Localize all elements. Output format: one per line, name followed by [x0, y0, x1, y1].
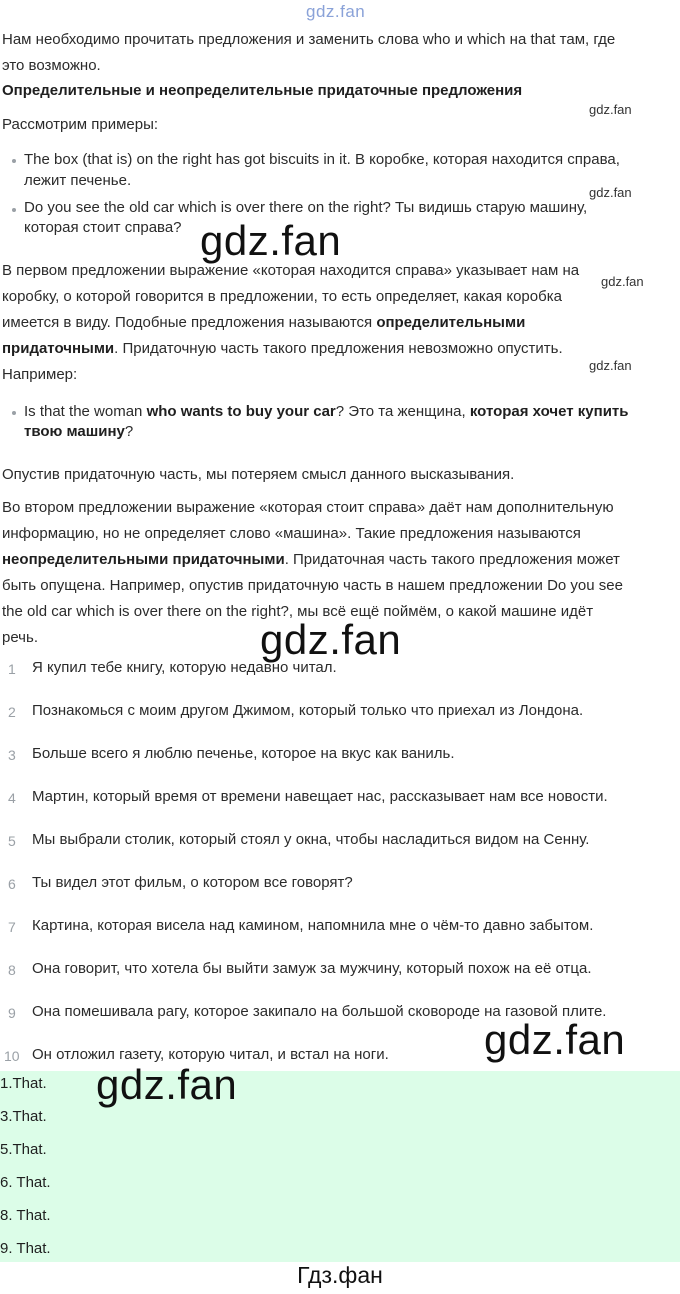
sentence-number: 8 [8, 962, 16, 978]
para1-line-1: В первом предложении выражение «которая находится справа» указывает нам на [2, 262, 580, 279]
example-3-bold-e: твою машину [24, 423, 125, 440]
sentence-number: 2 [8, 704, 16, 720]
para1-line-2: коробку, о которой говорится в предложении, то есть определяет, какая коробка [2, 288, 562, 305]
example-2-line-2: которая стоит справа? [24, 219, 182, 236]
example-3-bold-d: которая хочет купить [469, 403, 629, 420]
para1-bold-term: определительными [376, 314, 526, 331]
para3-line-1: Во втором предложении выражение «которая стоит справа» даёт нам дополнительную [2, 499, 614, 516]
list-item: Я купил тебе книгу, которую недавно читал. [32, 659, 337, 676]
watermark-small: gdz.fan [601, 274, 644, 289]
list-item: Он отложил газету, которую читал, и встал на ноги. [32, 1046, 389, 1063]
para3-line-4: быть опущена. Например, опустив придаточную часть в нашем предложении Do you see [2, 577, 623, 594]
watermark-small: gdz.fan [589, 358, 632, 373]
watermark-big: gdz.fan [200, 217, 342, 264]
sentence-number: 6 [8, 876, 16, 892]
watermark-top: gdz.fan [306, 2, 366, 21]
example-2-line-1: Do you see the old car which is over there on the right? Ты видишь старую машину, [24, 199, 588, 216]
example-3-text-c: ? Это та женщина, [335, 403, 470, 420]
bullet-icon [12, 159, 16, 163]
para2: Опустив придаточную часть, мы потеряем смысл данного высказывания. [2, 466, 515, 483]
example-1-line-1: The box (that is) on the right has got biscuits in it. В коробке, которая находится справа, [24, 151, 620, 168]
bullet-icon [12, 208, 16, 212]
intro-line-1: Нам необходимо прочитать предложения и заменить слова who и which на that там, где [2, 31, 616, 48]
watermark-small: gdz.fan [589, 185, 632, 200]
sentence-number: 10 [4, 1048, 20, 1064]
examples-intro: Рассмотрим примеры: [2, 116, 159, 133]
section-heading-text: Определительные и неопределительные придаточные предложения [2, 82, 523, 99]
list-item: Больше всего я люблю печенье, которое на вкус как ваниль. [32, 745, 455, 762]
para3-line-3-text: . Придаточная часть такого предложения может [284, 551, 620, 568]
para3-bold-term: неопределительными придаточными [2, 551, 285, 568]
example-3-line-1 [24, 402, 629, 422]
para3-line-5: the old car which is over there on the right?, мы всё ещё поймём, о какой машине идёт [2, 603, 594, 620]
list-item: Познакомься с моим другом Джимом, который только что приехал из Лондона. [32, 702, 584, 719]
intro-line-2: это возможно. [2, 57, 101, 74]
para1-bold-term-2: придаточными [2, 340, 115, 357]
example-1-line-2: лежит печенье. [24, 172, 132, 189]
answer-item: 9. That. [0, 1240, 51, 1257]
answer-item: 8. That. [0, 1207, 51, 1224]
sentence-number: 4 [8, 790, 16, 806]
sentence-number: 7 [8, 919, 16, 935]
list-item: Мартин, который время от времени навещает нас, рассказывает нам все новости. [32, 788, 608, 805]
para1-line-5: Например: [2, 366, 78, 383]
watermark-small: gdz.fan [589, 102, 632, 117]
para3-line-6: речь. [2, 629, 38, 646]
example-3-line-2 [24, 422, 133, 442]
para1-line-3-text: имеется в виду. Подобные предложения называются [2, 314, 377, 331]
list-item: Картина, которая висела над камином, напомнила мне о чём-то давно забытом. [32, 917, 594, 934]
para1-line-3 [2, 313, 525, 333]
example-3-bold-b: who wants to buy your car [146, 403, 336, 420]
watermark-big: gdz.fan [484, 1016, 626, 1063]
watermark-big: gdz.fan [96, 1061, 238, 1108]
sentence-number: 9 [8, 1005, 16, 1021]
example-3-text-a: Is that the woman [24, 403, 147, 420]
answer-item: 3.That. [0, 1108, 47, 1125]
list-item: Ты видел этот фильм, о котором все говорят? [32, 874, 353, 891]
list-item: Она помешивала рагу, которое закипало на большой сковороде на газовой плите. [32, 1003, 607, 1020]
para3-line-3 [2, 550, 620, 570]
bullet-icon [12, 411, 16, 415]
answer-item: 6. That. [0, 1174, 51, 1191]
list-item: Мы выбрали столик, который стоял у окна, чтобы насладиться видом на Сенну. [32, 831, 590, 848]
watermark-big: gdz.fan [260, 616, 402, 663]
para3-line-2: информацию, но не определяет слово «машина». Такие предложения называются [2, 525, 581, 542]
example-3-text-f: ? [124, 423, 134, 440]
para1-line-4-text: . Придаточную часть такого предложения невозможно опустить. [114, 340, 563, 357]
sentence-number: 5 [8, 833, 16, 849]
answer-item: 5.That. [0, 1141, 47, 1158]
sentence-number: 1 [8, 661, 16, 677]
list-item: Она говорит, что хотела бы выйти замуж за мужчину, который похож на её отца. [32, 960, 592, 977]
footer-title: Гдз.фан [297, 1262, 383, 1288]
section-heading [2, 81, 522, 101]
para1-line-4 [2, 339, 563, 359]
answer-item: 1.That. [0, 1075, 47, 1092]
sentence-number: 3 [8, 747, 16, 763]
